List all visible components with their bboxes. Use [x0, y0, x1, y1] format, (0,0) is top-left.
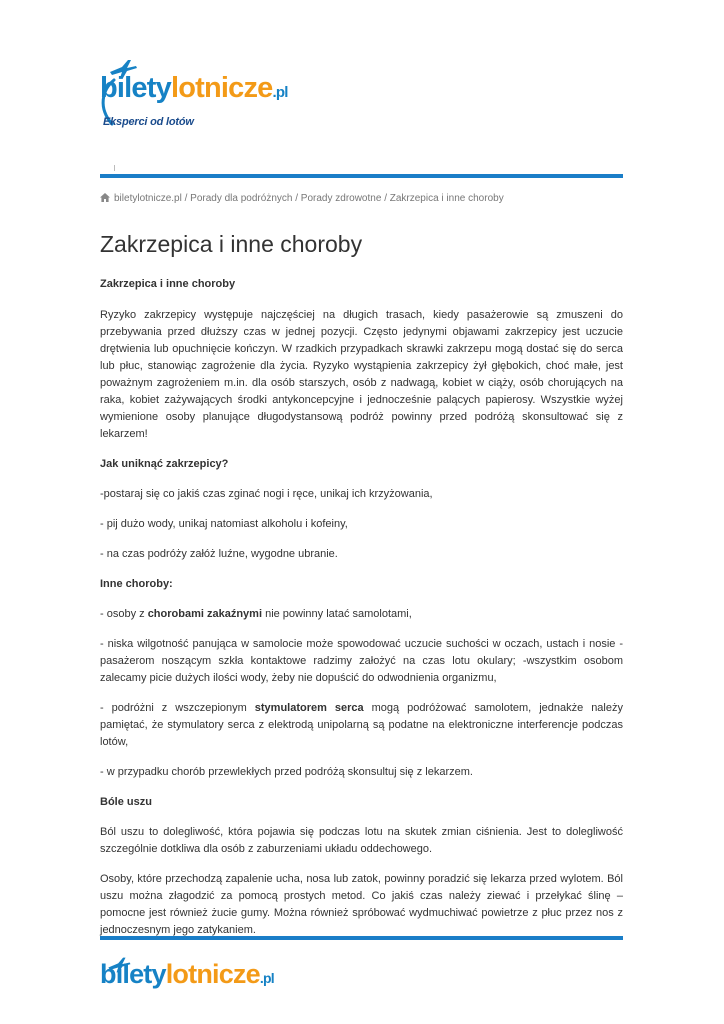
breadcrumb-separator: /	[295, 193, 299, 204]
intro-paragraph: Ryzyko zakrzepicy występuje najczęściej na długich trasach, kiedy pasażerowie są zmuszeni do przebywania przed dłuższy czas w jednej pozycji. Często jedynymi objawami zakrzepicy jest uczucie drętwienia lub opuchnięcie kończyn. W rzadkich przypadkach skrawki zakrzepu mogą dostać się do serca lub płuc, stanowiąc zagrożenie dla życia. Ryzyko wystąpienia zakrzepicy żył głębokich, choć małe, jest poważnym zagrożeniem m.in. dla osób starszych, osób z nadwagą, kobiet w ciąży, osób chorujących na raka, kobiet zażywających środki antykoncepcyjne i jednocześnie palących papierosy. Wszystkie wyżej wymienione osoby planujące długodystansową podróż powinny przed podróżą skonsultować się z lekarzem!	[100, 309, 623, 440]
decorative-mark	[114, 165, 115, 171]
logo-tagline: Eksperci od lotów	[103, 116, 194, 128]
other-item-bold: chorobami zakaźnymi	[147, 608, 263, 620]
page-title: Zakrzepica i inne choroby	[100, 231, 363, 257]
footer-divider	[100, 936, 623, 940]
ears-paragraph: Osoby, które przechodzą zapalenie ucha, nosa lub zatok, powinny poradzić się lekarza przed wylotem. Ból uszu można złagodzić za pomocą prostych metod. Co jakiś czas należy ziewać i przełykać ślinę – pomocne jest również żucie gumy. Można również spróbować wydmuchiwać powietrze z płuc przez nos z jednoczesnym jego zatykaniem.	[100, 873, 623, 936]
logo-part-pl: .pl	[272, 84, 288, 101]
breadcrumb-link-porady-dla-podroznych[interactable]: Porady dla podróżnych	[190, 193, 293, 204]
logo-part-lotnicze: lotnicze	[165, 959, 260, 989]
other-item	[100, 700, 623, 751]
article-subtitle: Zakrzepica i inne choroby	[100, 278, 236, 290]
avoid-item: - na czas podróży załóż luźne, wygodne ubranie.	[100, 548, 338, 560]
section-heading-avoid: Jak uniknąć zakrzepicy?	[100, 458, 229, 470]
breadcrumb-separator: /	[184, 193, 188, 204]
section-heading-other: Inne choroby:	[100, 578, 173, 590]
footer-logo-wordmark	[100, 959, 274, 990]
home-icon	[100, 193, 110, 202]
header-divider	[100, 174, 623, 178]
other-item-text: mogą podróżować samolotem, jednakże należy pamiętać, że stymulatory serca z elektrodą unipolarną są podatne na elektroniczne interferencje podczas lotów,	[100, 702, 623, 748]
breadcrumb-current: Zakrzepica i inne choroby	[389, 193, 504, 204]
logo-part-bilety: bilety	[100, 72, 171, 104]
logo-part-bilety: bilety	[100, 959, 166, 989]
logo-part-pl: .pl	[259, 970, 274, 986]
breadcrumb-link-porady-zdrowotne[interactable]: Porady zdrowotne	[300, 193, 382, 204]
footer-logo[interactable]	[100, 956, 274, 989]
breadcrumb-separator: /	[384, 193, 387, 204]
other-item-text: nie powinny latać samolotami,	[262, 608, 412, 620]
avoid-item: - pij dużo wody, unikaj natomiast alkoholu i kofeiny,	[100, 518, 348, 530]
other-item-text: - osoby z	[100, 608, 148, 620]
breadcrumb-link-home[interactable]: biletylotnicze.pl	[114, 193, 182, 204]
other-item-text: - podróżni z wszczepionym	[100, 702, 255, 714]
other-item	[100, 606, 623, 623]
ears-paragraph: Ból uszu to dolegliwość, która pojawia się podczas lotu na skutek zmian ciśnienia. Jest to dolegliwość szczególnie dotkliwa dla osób z zaburzeniami układu oddechowego.	[100, 826, 623, 855]
logo-part-lotnicze: lotnicze	[170, 72, 273, 104]
other-item: - niska wilgotność panująca w samolocie może spowodować uczucie suchości w oczach, ustach i nosie - pasażerom noszącym szkła kontaktowe radzimy założyć na czas lotu okulary; -wszystkim osobom zalecamy picie dużych ilości wody, żeby nie dopuścić do odwodnienia organizmu,	[100, 638, 623, 684]
logo-wordmark	[100, 72, 288, 105]
other-item-bold: stymulatorem serca	[254, 702, 364, 714]
article	[100, 226, 623, 952]
breadcrumb	[100, 193, 504, 204]
avoid-item: -postaraj się co jakiś czas zginać nogi i ręce, unikaj ich krzyżowania,	[100, 488, 433, 500]
other-item: - w przypadku chorób przewlekłych przed podróżą skonsultuj się z lekarzem.	[100, 766, 473, 778]
section-heading-ears: Bóle uszu	[100, 796, 152, 808]
